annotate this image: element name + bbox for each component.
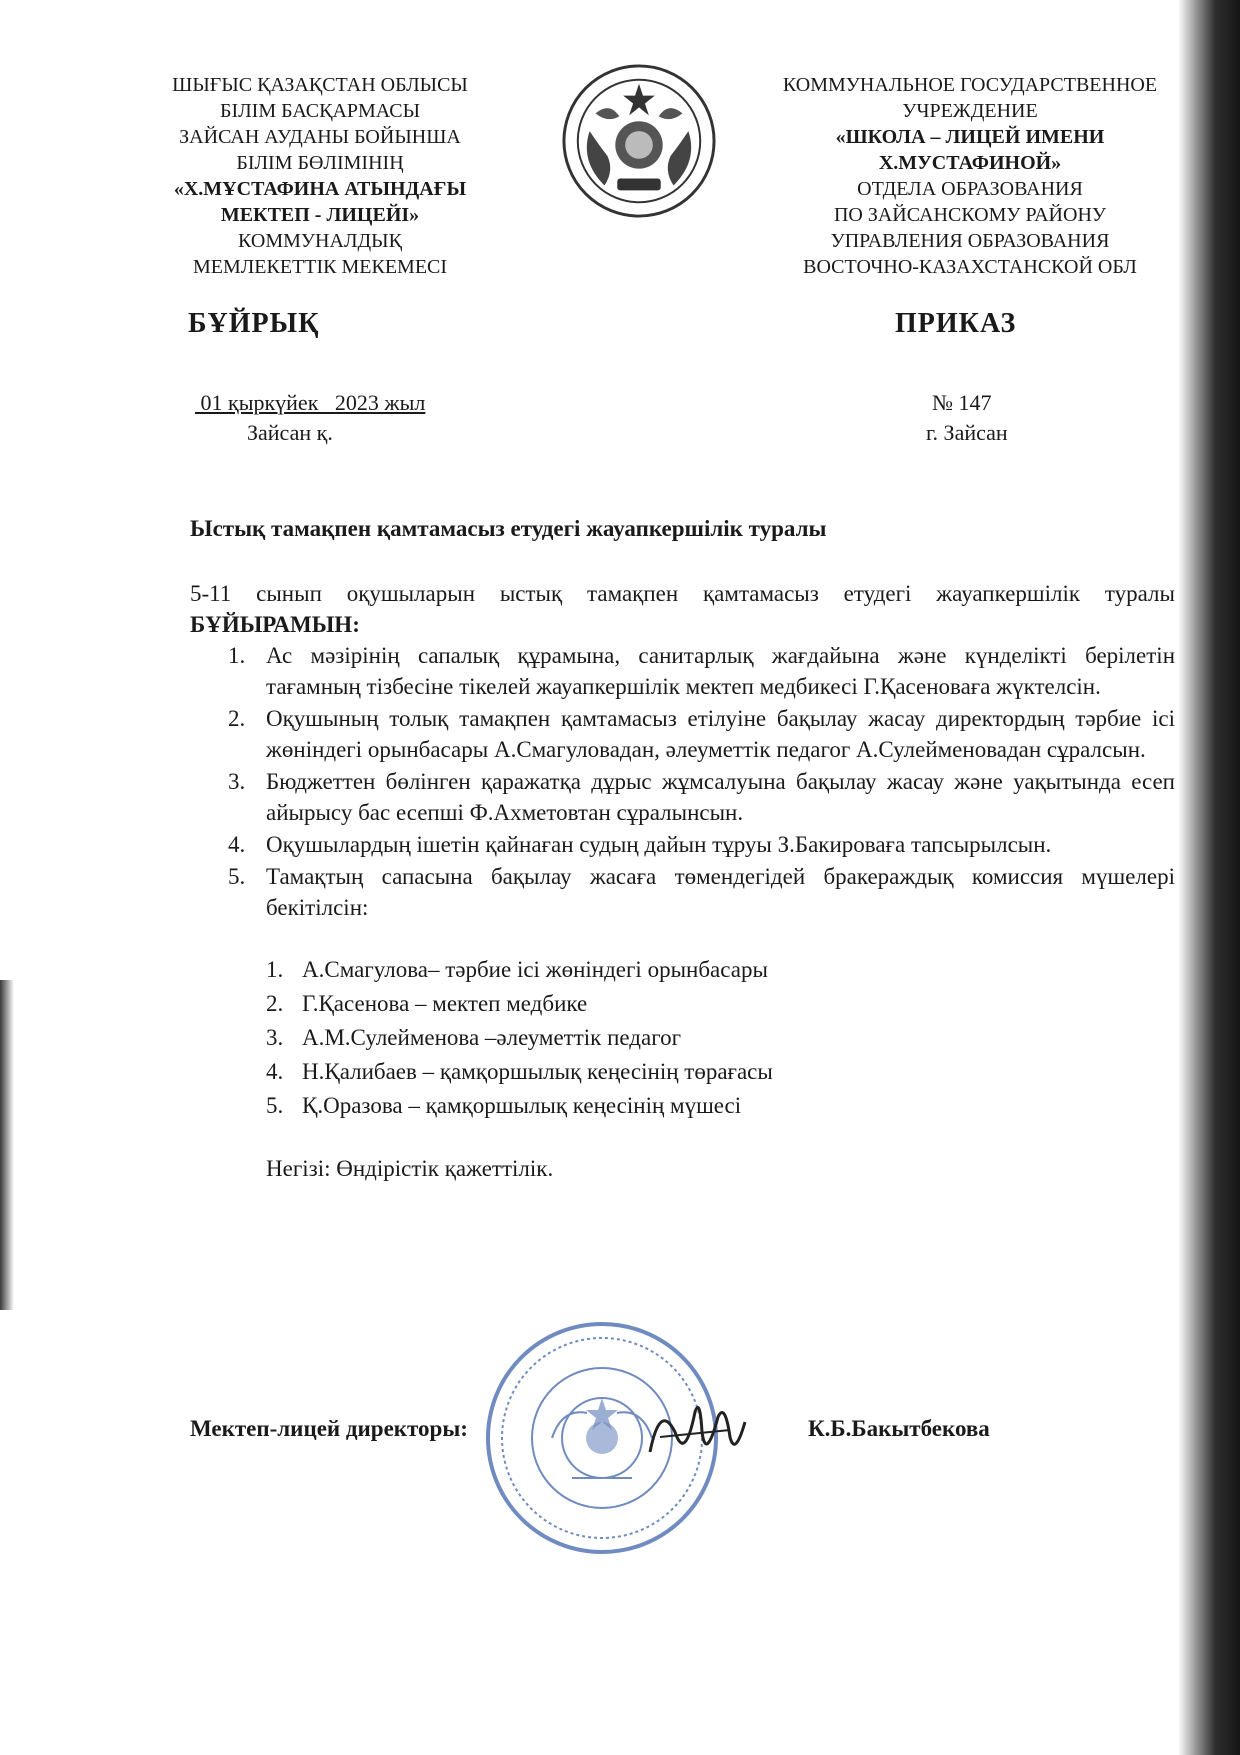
order-item: Оқушының толық тамақпен қамтамасыз етілуіне бақылау жасау директордың тәрбие ісі жөніндегі орынбасары А.Смагуловадан, әлеуметтік педагог А.Сулейменовадан сұралсын. bbox=[266, 706, 1175, 762]
signatory-title: Мектеп-лицей директоры: bbox=[190, 1416, 468, 1441]
header-line: ШЫҒЫС ҚАЗАҚСТАН ОБЛЫСЫ bbox=[172, 74, 468, 96]
doc-type-kazakh: БҰЙРЫҚ bbox=[188, 308, 320, 339]
order-item: Ас мәзірінің сапалық құрамына, санитарлық жағдайына және күнделікті берілетін тағамның тізбесіне тікелей жауапкершілік мектеп медбикесі Г.Қасеноваға жүктелсін. bbox=[266, 643, 1175, 699]
header-line: БІЛІМ БАСҚАРМАСЫ bbox=[219, 100, 421, 122]
signatory-name: К.Б.Бакытбекова bbox=[808, 1416, 990, 1441]
order-item: Тамақтың сапасына бақылау жасаға төмендегідей бракераждық комиссия мүшелері бекітілсін: bbox=[266, 864, 1175, 920]
member-item: А.М.Сулейменова –әлеуметтік педагог bbox=[302, 1025, 682, 1050]
order-date bbox=[195, 388, 425, 418]
header-line: МЕМЛЕКЕТТІК МЕКЕМЕСІ bbox=[192, 256, 448, 278]
header-line: ЗАЙСАН АУДАНЫ БОЙЫНША bbox=[179, 126, 461, 148]
header-line: ПО ЗАЙСАНСКОМУ РАЙОНУ bbox=[833, 204, 1107, 226]
order-item: Оқушылардың ішетін қайнаған судың дайын тұруы З.Бакироваға тапсырылсын. bbox=[266, 832, 1052, 857]
doc-type-russian: ПРИКАЗ bbox=[895, 308, 1017, 339]
document-title: Ыстық тамақпен қамтамасыз етудегі жауапкершілік туралы bbox=[190, 516, 827, 541]
order-number: № 147 bbox=[932, 390, 992, 415]
handwritten-signature-icon bbox=[640, 1392, 750, 1472]
header-line: ОТДЕЛА ОБРАЗОВАНИЯ bbox=[857, 178, 1083, 200]
place-kazakh: Зайсан қ. bbox=[247, 420, 333, 445]
kazakhstan-emblem-icon bbox=[560, 62, 718, 220]
commission-members bbox=[190, 953, 1175, 1123]
header-line: КОММУНАЛЬНОЕ ГОСУДАРСТВЕННОЕ bbox=[782, 74, 1158, 96]
member-item: А.Смагулова– тәрбие ісі жөніндегі орынбасары bbox=[302, 957, 768, 982]
scan-edge-shadow bbox=[1178, 0, 1240, 1755]
header-line: «ШКОЛА – ЛИЦЕЙ ИМЕНИ bbox=[835, 126, 1105, 148]
header-line: МЕКТЕП - ЛИЦЕЙІ» bbox=[220, 204, 420, 226]
document-body bbox=[190, 578, 1175, 1184]
header-line: ВОСТОЧНО-КАЗАХСТАНСКОЙ ОБЛ bbox=[803, 256, 1137, 278]
order-items bbox=[190, 640, 1175, 923]
intro-emphasis: БҰЙЫРАМЫН: bbox=[190, 612, 360, 637]
header-kazakh bbox=[120, 72, 520, 280]
header-line: КОММУНАЛДЫҚ bbox=[238, 230, 402, 252]
place-russian: г. Зайсан bbox=[926, 420, 1008, 445]
member-item: Н.Қалибаев – қамқоршылық кеңесінің төрағасы bbox=[302, 1059, 773, 1084]
intro-text: 5-11 сынып оқушыларын ыстық тамақпен қамтамасыз етудегі жауапкершілік туралы bbox=[190, 581, 1175, 606]
member-item: Г.Қасенова – мектеп медбике bbox=[302, 991, 588, 1016]
scan-edge-shadow-left bbox=[0, 980, 14, 1310]
header-russian bbox=[760, 72, 1180, 280]
order-date-value: 01 қыркүйек 2023 жыл bbox=[195, 390, 426, 415]
member-item: Қ.Оразова – қамқоршылық кеңесінің мүшесі bbox=[302, 1093, 742, 1118]
intro-paragraph bbox=[190, 578, 1175, 640]
header-line: УЧРЕЖДЕНИЕ bbox=[902, 100, 1038, 122]
header-line: БІЛІМ БӨЛІМІНІҢ bbox=[236, 152, 404, 174]
header-line: «Х.МҰСТАФИНА АТЫНДАҒЫ bbox=[173, 178, 467, 200]
header-line: Х.МУСТАФИНОЙ» bbox=[878, 152, 1062, 174]
basis-line: Негізі: Өндірістік қажеттілік. bbox=[266, 1156, 554, 1181]
header-line: УПРАВЛЕНИЯ ОБРАЗОВАНИЯ bbox=[830, 230, 1110, 252]
order-item: Бюджеттен бөлінген қаражатқа дұрыс жұмсалуына бақылау жасау және уақытында есеп айырысу бас есепші Ф.Ахметовтан сұралынсын. bbox=[266, 769, 1175, 825]
